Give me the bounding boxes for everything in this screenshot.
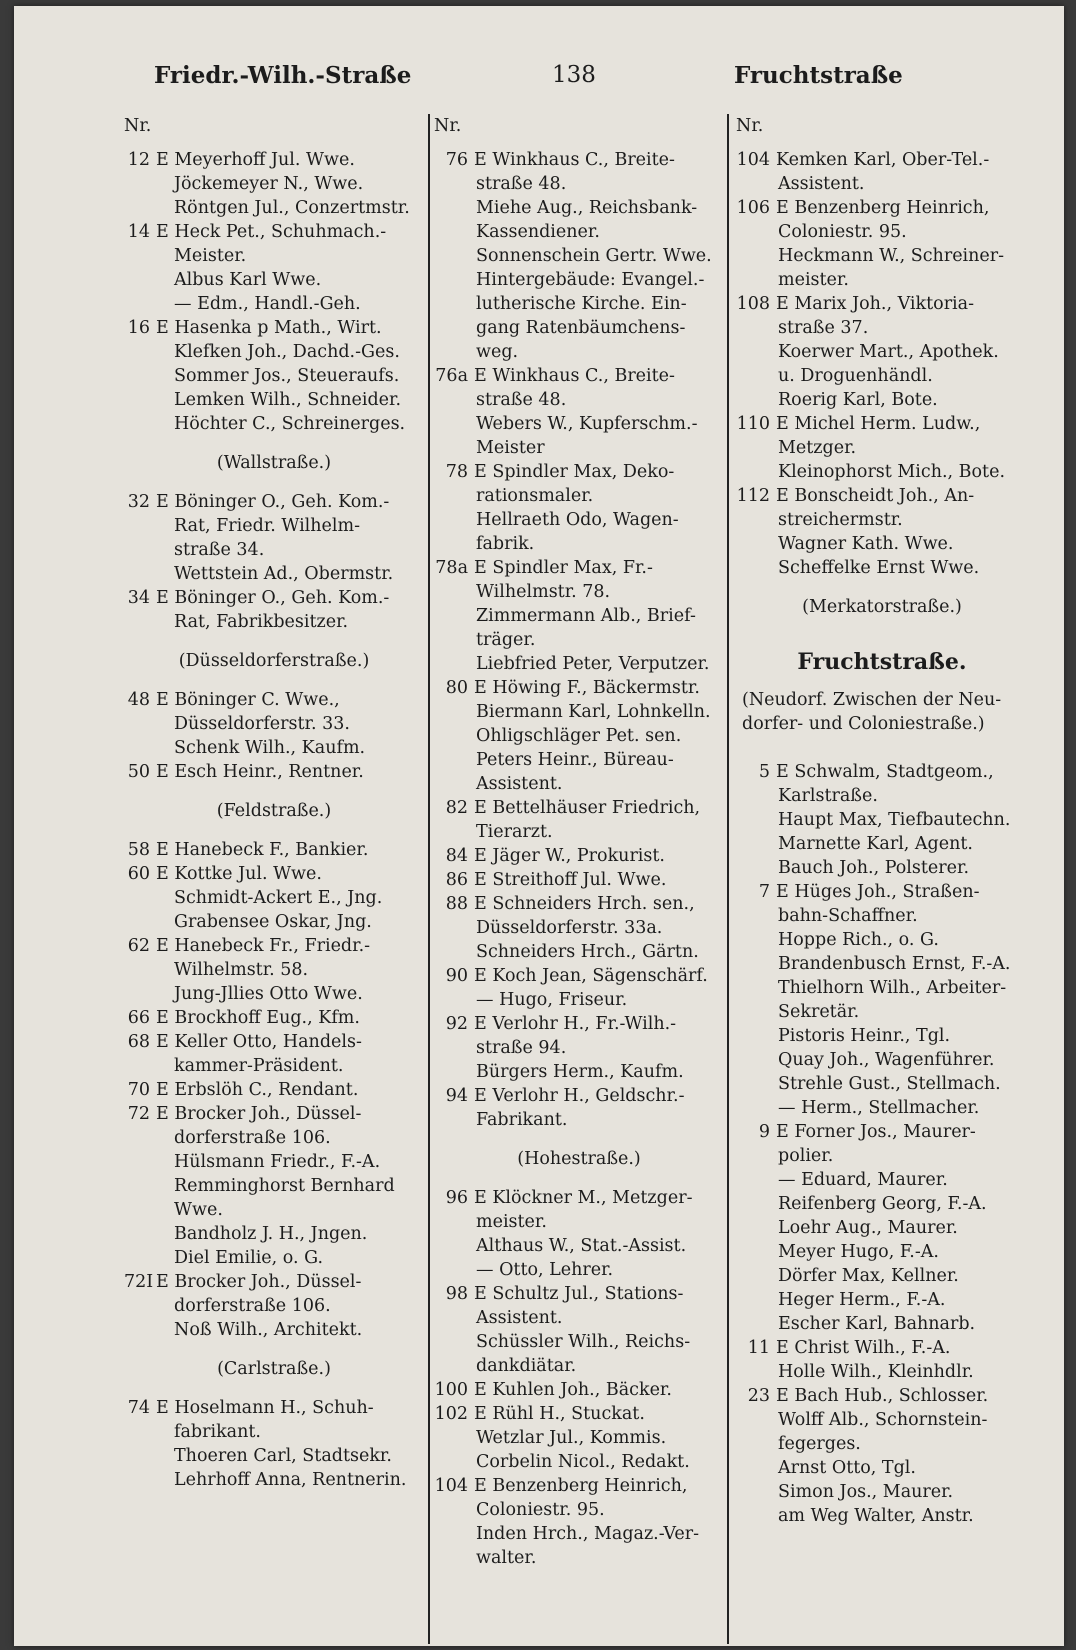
entry-continuation: Quay Joh., Wagenführer.: [778, 1050, 995, 1070]
entry-text: E Christ Wilh., F.-A.: [776, 1338, 951, 1358]
house-number: 96: [445, 1188, 468, 1208]
entry-row: [124, 316, 424, 340]
entry-continuation: Lemken Wilh., Schneider.: [174, 390, 402, 410]
entry-continuation: träger.: [476, 630, 536, 650]
entry-text: E Hoselmann H., Schuh-: [156, 1398, 374, 1418]
entry-continuation: Althaus W., Stat.-Assist.: [476, 1236, 687, 1256]
entry-row: [434, 844, 724, 868]
entry-row: [434, 796, 724, 820]
house-number: 32: [127, 492, 150, 512]
column-nr-label: Nr.: [736, 116, 764, 136]
entry-continuation: Bandholz J. H., Jngen.: [174, 1224, 368, 1244]
entry-text: E Hüges Joh., Straßen-: [776, 882, 980, 902]
entry-continuation: am Weg Walter, Anstr.: [778, 1506, 974, 1526]
entry-row: [124, 934, 424, 958]
house-number: 108: [736, 294, 770, 314]
entry-text: E Brocker Joh., Düssel-: [156, 1104, 362, 1124]
entry-text: Kemken Karl, Ober-Tel.-: [776, 150, 990, 170]
house-number: 104: [434, 1476, 468, 1496]
entry-continuation: Assistent.: [476, 1308, 563, 1328]
entry-continuation: Haupt Max, Tiefbautechn.: [778, 810, 1011, 830]
entry-continuation: streichermstr.: [778, 510, 903, 530]
entry-continuation: Wettstein Ad., Obermstr.: [174, 564, 394, 584]
street-note: dorfer- und Coloniestraße.): [742, 714, 985, 734]
entry-row: [124, 490, 424, 514]
entry-continuation: straße 94.: [476, 1038, 567, 1058]
entry-text: E Schwalm, Stadtgeom.,: [776, 762, 994, 782]
entry-row: [736, 1336, 1028, 1360]
spacer: [736, 736, 1028, 760]
entry-continuation: — Herm., Stellmacher.: [778, 1098, 980, 1118]
entry-row: [434, 1012, 724, 1036]
entry-continuation: Grabensee Oskar, Jng.: [174, 912, 372, 932]
entry-text: E Rühl H., Stuckat.: [474, 1404, 645, 1424]
entry-text: E Benzenberg Heinrich,: [474, 1476, 688, 1496]
entry-row: [434, 148, 724, 172]
entry-continuation: Jung-Jllies Otto Wwe.: [174, 984, 363, 1004]
house-number: 72: [127, 1104, 150, 1124]
entry-continuation: Pistoris Heinr., Tgl.: [778, 1026, 951, 1046]
column-divider: [727, 114, 729, 1644]
entry-continuation: Jöckemeyer N., Wwe.: [174, 174, 364, 194]
entry-continuation: Hellraeth Odo, Wagen-: [476, 510, 679, 530]
section-heading: (Feldstraße.): [216, 801, 332, 821]
entry-text: E Schultz Jul., Stations-: [474, 1284, 684, 1304]
entry-continuation: straße 48.: [476, 390, 567, 410]
header-right-street: Fruchtstraße: [734, 62, 903, 89]
entry-continuation: — Otto, Lehrer.: [476, 1260, 614, 1280]
entry-continuation: Scheffelke Ernst Wwe.: [778, 558, 980, 578]
entry-continuation: dorferstraße 106.: [174, 1296, 331, 1316]
entry-continuation: Brandenbusch Ernst, F.-A.: [778, 954, 1011, 974]
entry-row: [124, 838, 424, 862]
entry-text: E Forner Jos., Maurer-: [776, 1122, 976, 1142]
column-1: [124, 114, 424, 1492]
entry-text: E Kuhlen Joh., Bäcker.: [474, 1380, 672, 1400]
entry-row: [736, 1384, 1028, 1408]
entry-continuation: Kleinophorst Mich., Bote.: [778, 462, 1006, 482]
page-header: [14, 62, 1064, 102]
entry-continuation: — Edm., Handl.-Geh.: [174, 294, 361, 314]
entry-text: E Marix Joh., Viktoria-: [776, 294, 975, 314]
entry-text: E Winkhaus C., Breite-: [474, 366, 675, 386]
entry-continuation: straße 34.: [174, 540, 265, 560]
entry-continuation: Liebfried Peter, Verputzer.: [476, 654, 710, 674]
entry-continuation: Schneiders Hrch., Gärtn.: [476, 942, 699, 962]
entry-continuation: Hoppe Rich., o. G.: [778, 930, 939, 950]
house-number: 94: [445, 1086, 468, 1106]
entry-continuation: Metzger.: [778, 438, 857, 458]
entry-continuation: Assistent.: [778, 174, 865, 194]
entry-continuation: straße 48.: [476, 174, 567, 194]
entry-text: E Erbslöh C., Rendant.: [156, 1080, 359, 1100]
entry-text: E Hanebeck F., Bankier.: [156, 840, 369, 860]
entry-continuation: Zimmermann Alb., Brief-: [476, 606, 696, 626]
house-number: 5: [758, 762, 770, 782]
house-number: 34: [127, 588, 150, 608]
entry-continuation: dorferstraße 106.: [174, 1128, 331, 1148]
house-number: 112: [736, 486, 770, 506]
entry-text: E Heck Pet., Schuhmach.-: [156, 222, 387, 242]
entry-continuation: Escher Karl, Bahnarb.: [778, 1314, 976, 1334]
house-number: 92: [445, 1014, 468, 1034]
entry-row: [434, 1186, 724, 1210]
house-number: 76: [445, 150, 468, 170]
column-divider: [428, 114, 430, 1644]
entry-row: [124, 1102, 424, 1126]
entry-continuation: Fabrikant.: [476, 1110, 568, 1130]
entry-text: E Benzenberg Heinrich,: [776, 198, 990, 218]
entry-continuation: meister.: [476, 1212, 547, 1232]
entry-row: [124, 1030, 424, 1054]
entry-continuation: Remminghorst Bernhard: [174, 1176, 395, 1196]
entry-text: E Koch Jean, Sägenschärf.: [474, 966, 708, 986]
entry-continuation: Wilhelmstr. 58.: [174, 960, 309, 980]
house-number: 9: [758, 1122, 770, 1142]
entry-continuation: Heger Herm., F.-A.: [778, 1290, 946, 1310]
house-number: 7: [758, 882, 770, 902]
entry-continuation: bahn-Schaffner.: [778, 906, 918, 926]
entry-continuation: Ohligschläger Pet. sen.: [476, 726, 682, 746]
house-number: 62: [127, 936, 150, 956]
entry-text: E Streithoff Jul. Wwe.: [474, 870, 667, 890]
entry-continuation: Düsseldorferstr. 33a.: [476, 918, 663, 938]
entry-text: E Verlohr H., Geldschr.-: [474, 1086, 685, 1106]
entry-text: E Brockhoff Eug., Kfm.: [156, 1008, 360, 1028]
entry-continuation: Assistent.: [476, 774, 563, 794]
entry-row: [736, 1120, 1028, 1144]
entry-row: [124, 1270, 424, 1294]
house-number: 74: [127, 1398, 150, 1418]
house-number: 82: [445, 798, 468, 818]
entry-continuation: meister.: [778, 270, 849, 290]
entry-text: E Meyerhoff Jul. Wwe.: [156, 150, 355, 170]
entry-continuation: Tierarzt.: [476, 822, 553, 842]
entry-continuation: fegerges.: [778, 1434, 861, 1454]
house-number: 78a: [435, 558, 468, 578]
entry-row: [736, 760, 1028, 784]
entry-continuation: Biermann Karl, Lohnkelln.: [476, 702, 711, 722]
entry-row: [434, 1378, 724, 1402]
section-heading: (Carlstraße.): [217, 1359, 331, 1379]
entry-text: E Klöckner M., Metzger-: [474, 1188, 693, 1208]
entry-text: E Brocker Joh., Düssel-: [156, 1272, 362, 1292]
entry-continuation: Schüssler Wilh., Reichs-: [476, 1332, 691, 1352]
entry-continuation: rationsmaler.: [476, 486, 594, 506]
entry-continuation: Meister: [476, 438, 545, 458]
entry-continuation: Wetzlar Jul., Kommis.: [476, 1428, 667, 1448]
entry-text: E Spindler Max, Fr.-: [474, 558, 653, 578]
entry-row: [434, 364, 724, 388]
entry-row: [736, 196, 1028, 220]
entry-continuation: Coloniestr. 95.: [778, 222, 907, 242]
entry-row: [124, 1078, 424, 1102]
entry-text: E Winkhaus C., Breite-: [474, 150, 675, 170]
house-number: 104: [736, 150, 770, 170]
house-number: 106: [736, 198, 770, 218]
house-number: 88: [445, 894, 468, 914]
entry-continuation: Sommer Jos., Steueraufs.: [174, 366, 400, 386]
entry-text: E Böninger C. Wwe.,: [156, 690, 340, 710]
entry-continuation: gang Ratenbäumchens-: [476, 318, 686, 338]
entry-text: E Böninger O., Geh. Kom.-: [156, 588, 390, 608]
entry-continuation: Rat, Friedr. Wilhelm-: [174, 516, 361, 536]
house-number: 68: [127, 1032, 150, 1052]
entry-continuation: Wagner Kath. Wwe.: [778, 534, 954, 554]
entry-continuation: Noß Wilh., Architekt.: [174, 1320, 363, 1340]
entry-continuation: Coloniestr. 95.: [476, 1500, 605, 1520]
entry-continuation: Webers W., Kupferschm.-: [476, 414, 698, 434]
entry-continuation: Wilhelmstr. 78.: [476, 582, 611, 602]
section-heading: (Wallstraße.): [216, 453, 332, 473]
house-number: 72I: [124, 1272, 154, 1292]
entry-row: [124, 586, 424, 610]
entry-row: [736, 292, 1028, 316]
entry-continuation: Hülsmann Friedr., F.-A.: [174, 1152, 381, 1172]
section-heading: (Düsseldorferstraße.): [178, 651, 370, 671]
entry-continuation: Roerig Karl, Bote.: [778, 390, 938, 410]
entry-row: [434, 1402, 724, 1426]
entry-row: [124, 688, 424, 712]
entry-row: [124, 862, 424, 886]
entry-row: [434, 676, 724, 700]
house-number: 84: [445, 846, 468, 866]
house-number: 80: [445, 678, 468, 698]
directory-page: [14, 6, 1064, 1646]
house-number: 76a: [435, 366, 468, 386]
column-nr-label: Nr.: [434, 116, 462, 136]
entry-continuation: lutherische Kirche. Ein-: [476, 294, 687, 314]
section-heading: (Merkatorstraße.): [802, 597, 962, 617]
entry-continuation: dankdiätar.: [476, 1356, 577, 1376]
entry-row: [434, 964, 724, 988]
entry-continuation: Reifenberg Georg, F.-A.: [778, 1194, 987, 1214]
entry-continuation: Arnst Otto, Tgl.: [778, 1458, 916, 1478]
house-number: 66: [127, 1008, 150, 1028]
entry-continuation: Albus Karl Wwe.: [174, 270, 322, 290]
entry-row: [434, 1474, 724, 1498]
entry-continuation: Inden Hrch., Magaz.-Ver-: [476, 1524, 700, 1544]
entry-continuation: Meister.: [174, 246, 247, 266]
entry-continuation: Holle Wilh., Kleinhdlr.: [778, 1362, 974, 1382]
entry-continuation: Wolff Alb., Schornstein-: [778, 1410, 988, 1430]
entry-continuation: Höchter C., Schreinerges.: [174, 414, 406, 434]
entry-continuation: Bürgers Herm., Kaufm.: [476, 1062, 684, 1082]
entry-text: E Jäger W., Prokurist.: [474, 846, 665, 866]
entry-text: E Michel Herm. Ludw.,: [776, 414, 981, 434]
entry-continuation: weg.: [476, 342, 519, 362]
entry-row: [124, 1396, 424, 1420]
entry-text: E Schneiders Hrch. sen.,: [474, 894, 695, 914]
entry-text: E Bach Hub., Schlosser.: [776, 1386, 989, 1406]
entry-continuation: Thielhorn Wilh., Arbeiter-: [778, 978, 1007, 998]
entry-continuation: Strehle Gust., Stellmach.: [778, 1074, 1001, 1094]
house-number: 16: [127, 318, 150, 338]
house-number: 11: [747, 1338, 770, 1358]
entry-continuation: kammer-Präsident.: [174, 1056, 344, 1076]
house-number: 14: [127, 222, 150, 242]
header-left-street: Friedr.-Wilh.-Straße: [154, 62, 412, 89]
entry-continuation: Röntgen Jul., Conzertmstr.: [174, 198, 410, 218]
entry-continuation: Simon Jos., Maurer.: [778, 1482, 954, 1502]
entry-continuation: Düsseldorferstr. 33.: [174, 714, 350, 734]
entry-text: E Hanebeck Fr., Friedr.-: [156, 936, 371, 956]
entry-row: [434, 556, 724, 580]
entry-continuation: — Eduard, Maurer.: [778, 1170, 948, 1190]
entry-row: [736, 484, 1028, 508]
house-number: 102: [434, 1404, 468, 1424]
entry-continuation: Thoeren Carl, Stadtsekr.: [174, 1446, 392, 1466]
entry-row: [736, 148, 1028, 172]
section-heading: (Hohestraße.): [517, 1149, 641, 1169]
entry-continuation: Corbelin Nicol., Redakt.: [476, 1452, 690, 1472]
entry-continuation: straße 37.: [778, 318, 869, 338]
entry-row: [434, 892, 724, 916]
house-number: 98: [445, 1284, 468, 1304]
entry-row: [736, 412, 1028, 436]
entry-continuation: Wwe.: [174, 1200, 223, 1220]
house-number: 58: [127, 840, 150, 860]
entry-continuation: Karlstraße.: [778, 786, 878, 806]
house-number: 23: [747, 1386, 770, 1406]
entry-row: [736, 880, 1028, 904]
entry-continuation: walter.: [476, 1548, 537, 1568]
entry-continuation: Meyer Hugo, F.-A.: [778, 1242, 939, 1262]
entry-row: [124, 1006, 424, 1030]
house-number: 50: [127, 762, 150, 782]
entry-continuation: fabrik.: [476, 534, 535, 554]
entry-continuation: Kassendiener.: [476, 222, 600, 242]
house-number: 12: [127, 150, 150, 170]
entry-row: [124, 760, 424, 784]
entry-text: E Bettelhäuser Friedrich,: [474, 798, 701, 818]
column-3: [736, 114, 1028, 1528]
street-title: Fruchtstraße.: [797, 649, 967, 675]
entry-continuation: u. Droguenhändl.: [778, 366, 933, 386]
entry-text: E Hasenka p Math., Wirt.: [156, 318, 382, 338]
entry-row: [434, 460, 724, 484]
house-number: 110: [736, 414, 770, 434]
entry-continuation: polier.: [778, 1146, 834, 1166]
column-2: [434, 114, 724, 1570]
entry-continuation: Dörfer Max, Kellner.: [778, 1266, 959, 1286]
entry-continuation: Lehrhoff Anna, Rentnerin.: [174, 1470, 407, 1490]
house-number: 70: [127, 1080, 150, 1100]
entry-continuation: Sonnenschein Gertr. Wwe.: [476, 246, 712, 266]
entry-continuation: Schmidt-Ackert E., Jng.: [174, 888, 383, 908]
entry-continuation: Diel Emilie, o. G.: [174, 1248, 324, 1268]
entry-row: [124, 220, 424, 244]
entry-text: E Verlohr H., Fr.-Wilh.-: [474, 1014, 677, 1034]
entry-row: [124, 148, 424, 172]
entry-continuation: Klefken Joh., Dachd.-Ges.: [174, 342, 400, 362]
house-number: 48: [127, 690, 150, 710]
entry-text: E Höwing F., Bäckermstr.: [474, 678, 700, 698]
entry-row: [434, 1084, 724, 1108]
entry-continuation: Koerwer Mart., Apothek.: [778, 342, 999, 362]
entry-text: E Esch Heinr., Rentner.: [156, 762, 364, 782]
entry-continuation: Bauch Joh., Polsterer.: [778, 858, 970, 878]
entry-continuation: Marnette Karl, Agent.: [778, 834, 973, 854]
entry-text: E Keller Otto, Handels-: [156, 1032, 362, 1052]
entry-continuation: Loehr Aug., Maurer.: [778, 1218, 958, 1238]
house-number: 100: [434, 1380, 468, 1400]
entry-continuation: Hintergebäude: Evangel.-: [476, 270, 705, 290]
entry-continuation: Sekretär.: [778, 1002, 860, 1022]
entry-continuation: fabrikant.: [174, 1422, 261, 1442]
entry-continuation: Rat, Fabrikbesitzer.: [174, 612, 349, 632]
entry-text: E Kottke Jul. Wwe.: [156, 864, 322, 884]
page-number: 138: [552, 62, 596, 88]
entry-continuation: Heckmann W., Schreiner-: [778, 246, 1005, 266]
house-number: 90: [445, 966, 468, 986]
entry-continuation: Peters Heinr., Büreau-: [476, 750, 674, 770]
street-note: (Neudorf. Zwischen der Neu-: [742, 690, 1002, 710]
entry-text: E Bonscheidt Joh., An-: [776, 486, 975, 506]
column-nr-label: Nr.: [124, 116, 152, 136]
entry-row: [434, 868, 724, 892]
house-number: 86: [445, 870, 468, 890]
house-number: 60: [127, 864, 150, 884]
house-number: 78: [445, 462, 468, 482]
entry-row: [434, 1282, 724, 1306]
entry-continuation: Miehe Aug., Reichsbank-: [476, 198, 698, 218]
entry-text: E Spindler Max, Deko-: [474, 462, 675, 482]
entry-continuation: — Hugo, Friseur.: [476, 990, 628, 1010]
entry-text: E Böninger O., Geh. Kom.-: [156, 492, 390, 512]
entry-continuation: Schenk Wilh., Kaufm.: [174, 738, 366, 758]
